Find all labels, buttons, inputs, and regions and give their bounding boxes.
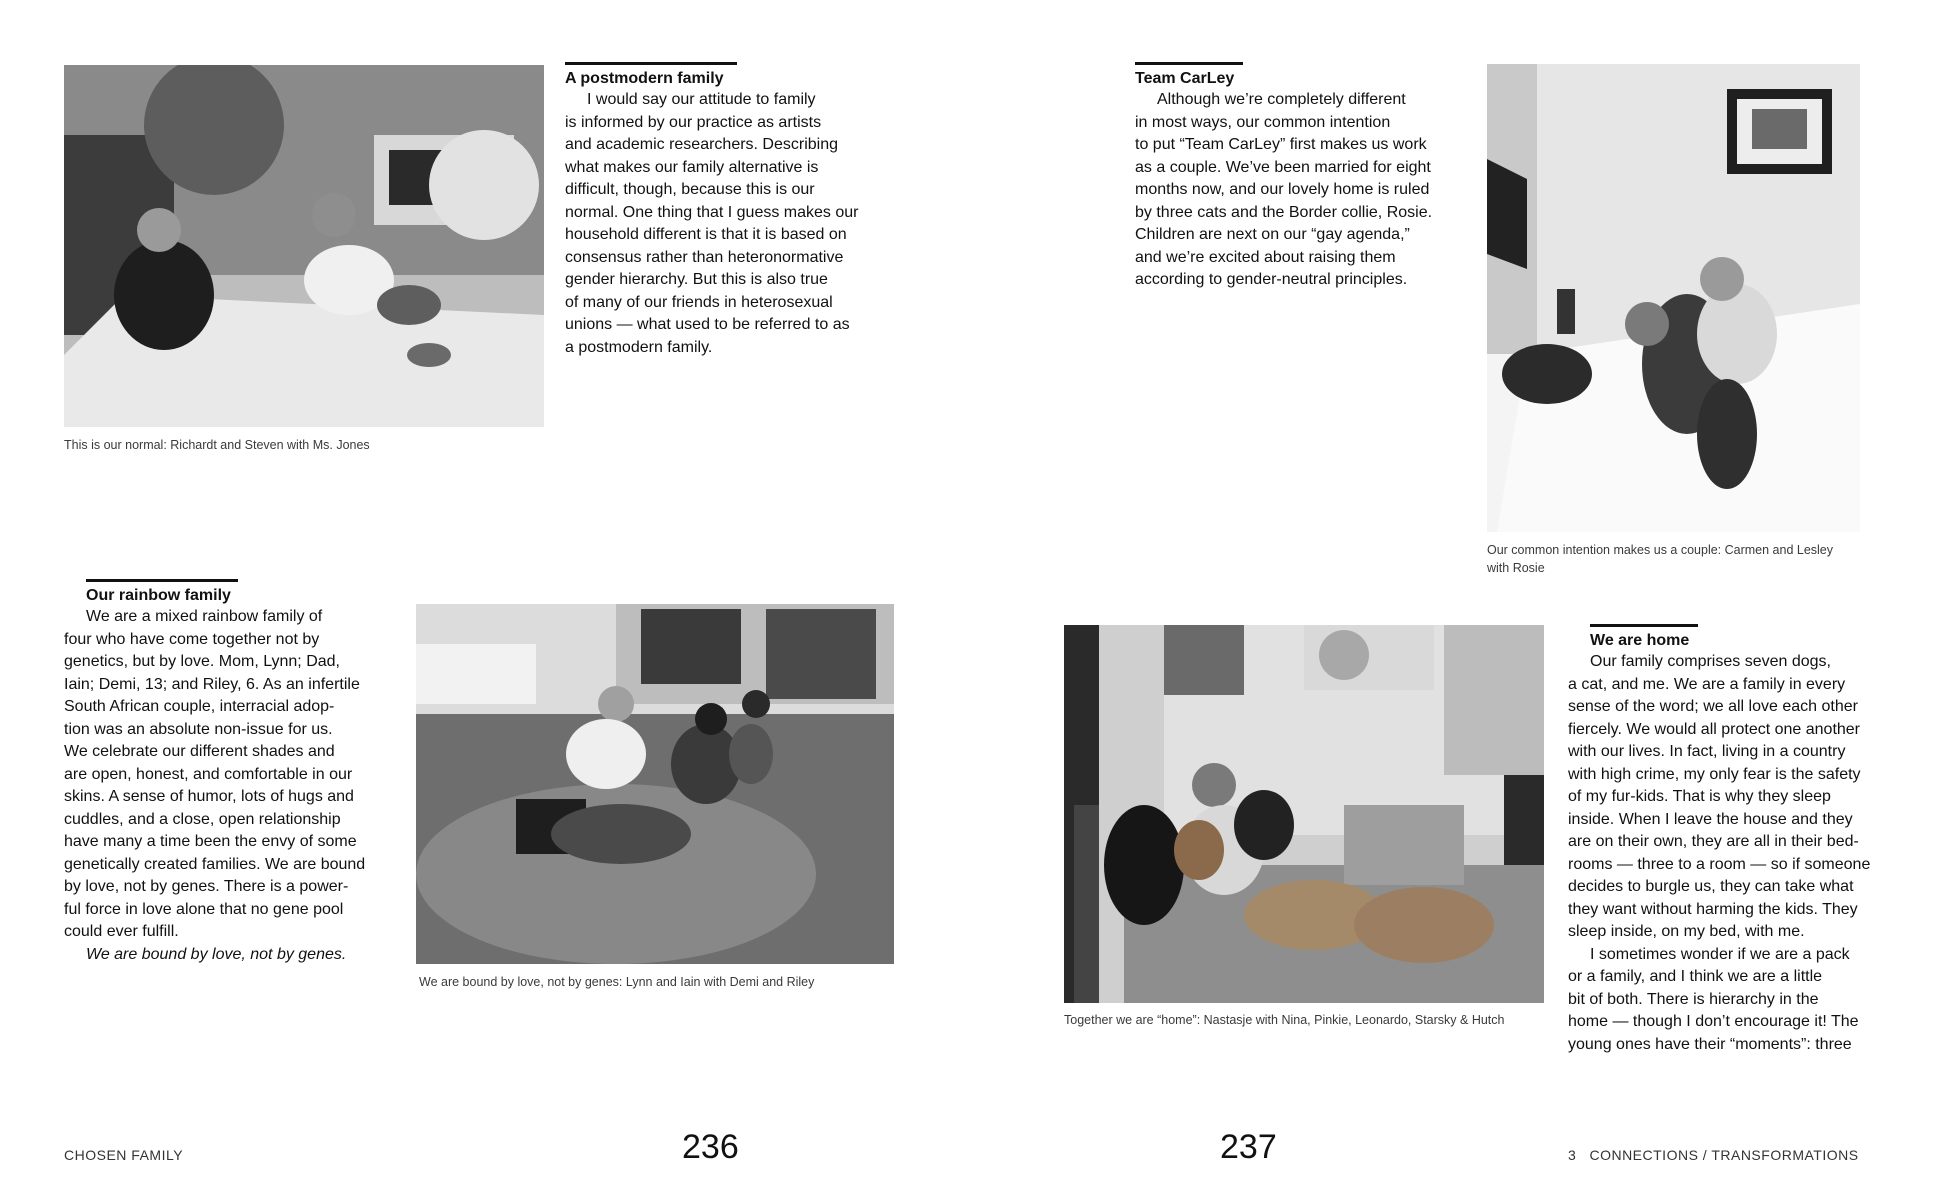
heading-rule: [1590, 624, 1698, 627]
paragraph-postmodern: I would say our attitude to family is informed by our practice as artists and academic researchers. Describing what makes our family alternative is difficult, though, because this is our normal. One thing that I guess makes our household different is that it is based on consensus rather than heteronormative gender hierarchy. But this is also true of many of our friends in heterosexual unions — what used to be referred to as a postmodern family.: [565, 91, 859, 356]
photo-nastasje-dogs: [1064, 625, 1544, 1003]
heading-rule: [86, 579, 238, 582]
photo-richardt-steven: [64, 65, 544, 427]
page-number-right: 237: [1220, 1128, 1277, 1166]
paragraph-carley: Although we’re completely different in most ways, our common intention to put “Team CarLey” first makes us work as a couple. We’ve been married for eight months now, and our lovely home is ruled by three cats and the Border collie, Rosie. Children are next on our “gay agenda,” and we’re excited about raising them according to gender-neutral principles.: [1135, 91, 1433, 288]
caption-photo2: Our common intention makes us a couple: Carmen and Lesley with Rosie: [1487, 543, 1834, 575]
heading-carley: Team CarLey: [1135, 70, 1235, 87]
paragraph-home-1: Our family comprises seven dogs, a cat, and me. We are a family in every sense of the word; we all love each other fiercely. We would all protect one another with our lives. In fact, living in a country with high crime, my only fear is the safety of my fur-kids. That is why they sleep inside. When I leave the house and they are on their own, they are all in their bed- rooms — three to a room — so if someone decides to burgle us, they can take what they want without harming the kids. They sleep inside, on my bed, with me.: [1568, 653, 1871, 940]
photo-carmen-lesley: [1487, 64, 1860, 532]
paragraph-home-2: I sometimes wonder if we are a pack or a family, and I think we are a little bit of both. There is hierarchy in the home — though I don’t encourage it! The young ones have their “moments”: three: [1568, 945, 1859, 1053]
paragraph-rainbow: We are a mixed rainbow family of four who have come together not by genetics, but by love. Mom, Lynn; Dad, Iain; Demi, 13; and Riley, 6. As an infertile South African couple, interracial adop- tion was an absolute non-issue for us. We celebrate our different shades and are open, honest, and comfortable in our skins. A sense of humor, lots of hugs and cuddles, and a close, open relationship have many a time been the envy of some genetically created families. We are bound by love, not by genes. There is a power- ful force in love alone that no gene pool could ever fulfill.: [64, 608, 366, 940]
heading-home: We are home: [1590, 632, 1690, 649]
heading-rule: [565, 62, 737, 65]
footer-chapter-title: 3 CONNECTIONS / TRANSFORMATIONS: [1568, 1147, 1859, 1163]
page-number-left: 236: [682, 1128, 739, 1166]
caption-photo4: Together we are “home”: Nastasje with Nina, Pinkie, Leonardo, Starsky & Hutch: [1064, 1013, 1505, 1027]
caption-photo1: This is our normal: Richardt and Steven with Ms. Jones: [64, 438, 370, 452]
italic-line-rainbow: We are bound by love, not by genes.: [86, 945, 347, 963]
caption-photo3: We are bound by love, not by genes: Lynn and Iain with Demi and Riley: [419, 975, 815, 989]
heading-postmodern: A postmodern family: [565, 70, 724, 87]
text-block-carley: [1135, 62, 1475, 292]
text-block-rainbow: [64, 579, 404, 966]
heading-rainbow: Our rainbow family: [86, 587, 231, 604]
text-block-home: [1568, 624, 1928, 1056]
footer-section-title: CHOSEN FAMILY: [64, 1147, 184, 1163]
heading-rule: [1135, 62, 1243, 65]
photo-lynn-iain: [416, 604, 894, 964]
text-block-postmodern: [565, 62, 905, 359]
